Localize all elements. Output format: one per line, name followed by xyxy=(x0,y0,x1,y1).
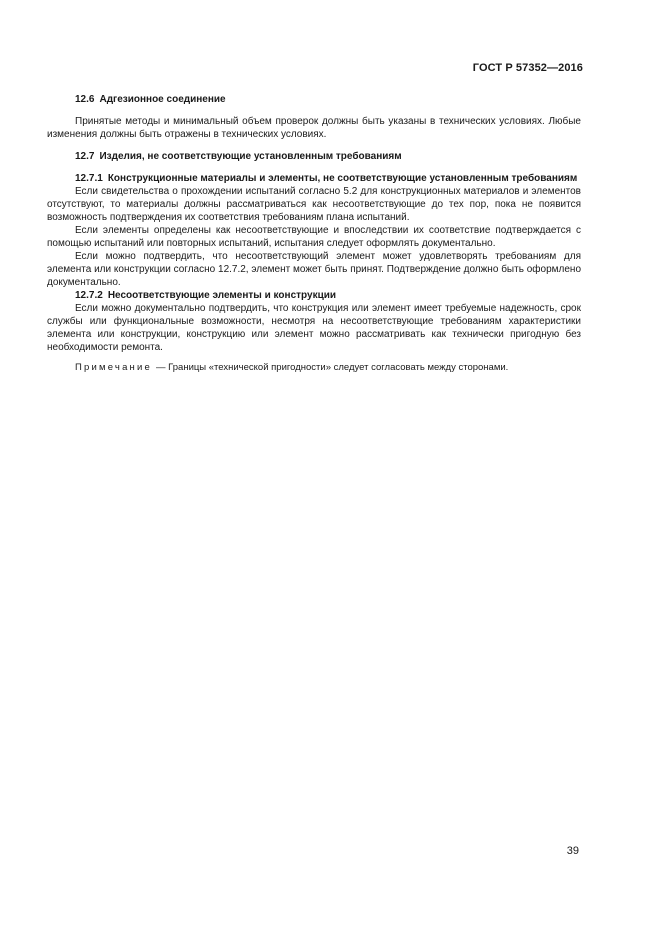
page-number: 39 xyxy=(566,845,579,857)
section-heading-12-7 xyxy=(47,150,581,163)
paragraph: Если элементы определены как несоответствующие и впоследствии их соответствие подтверждается с помощью испытаний или повторных испытаний, испытания следует оформлять документально. xyxy=(47,225,581,249)
note-label: Примечание xyxy=(75,362,152,373)
note-text: — Границы «технической пригодности» следует согласовать между сторонами. xyxy=(156,362,509,373)
paragraph: Если можно документально подтвердить, что конструкция или элемент имеет требуемые надежность, срок службы или функциональные возможности, несмотря на несоответствующие требованиям характеристики элемента или конструкции, конструкцию или элемент можно рассматривать как технически пригодную без необходимости ремонта. xyxy=(47,303,581,353)
section-number: 12.6 xyxy=(75,94,95,105)
paragraph: Если свидетельства о прохождении испытаний согласно 5.2 для конструкционных материалов и элементов отсутствуют, то материалы должны рассматриваться как несоответствующие до тех пор, пока не появится возможность подтверждения их соответствия требованиям плана испытаний. xyxy=(47,186,581,223)
section-heading-12-6 xyxy=(47,93,581,106)
section-number: 12.7 xyxy=(75,151,95,162)
section-heading-12-7-1 xyxy=(47,172,581,185)
section-title: Изделия, не соответствующие установленным требованиям xyxy=(99,151,402,162)
document-standard-header: ГОСТ Р 57352—2016 xyxy=(472,62,583,74)
section-heading-12-7-2 xyxy=(47,289,581,302)
section-number: 12.7.2 xyxy=(75,290,103,301)
section-title: Конструкционные материалы и элементы, не соответствующие установленным требованиям xyxy=(107,173,578,184)
section-title: Адгезионное соединение xyxy=(99,94,226,105)
paragraph: Если можно подтвердить, что несоответствующий элемент может удовлетворять требованиям для элемента или конструкции согласно 12.7.2, элемент может быть принят. Подтверждение должно быть оформлено документально. xyxy=(47,251,581,288)
document-body xyxy=(47,93,581,374)
paragraph: Принятые методы и минимальный объем проверок должны быть указаны в технических условиях. Любые изменения должны быть отражены в технических условиях. xyxy=(47,116,581,140)
section-title: Несоответствующие элементы и конструкции xyxy=(107,290,337,301)
section-number: 12.7.1 xyxy=(75,173,103,184)
note xyxy=(47,361,581,374)
